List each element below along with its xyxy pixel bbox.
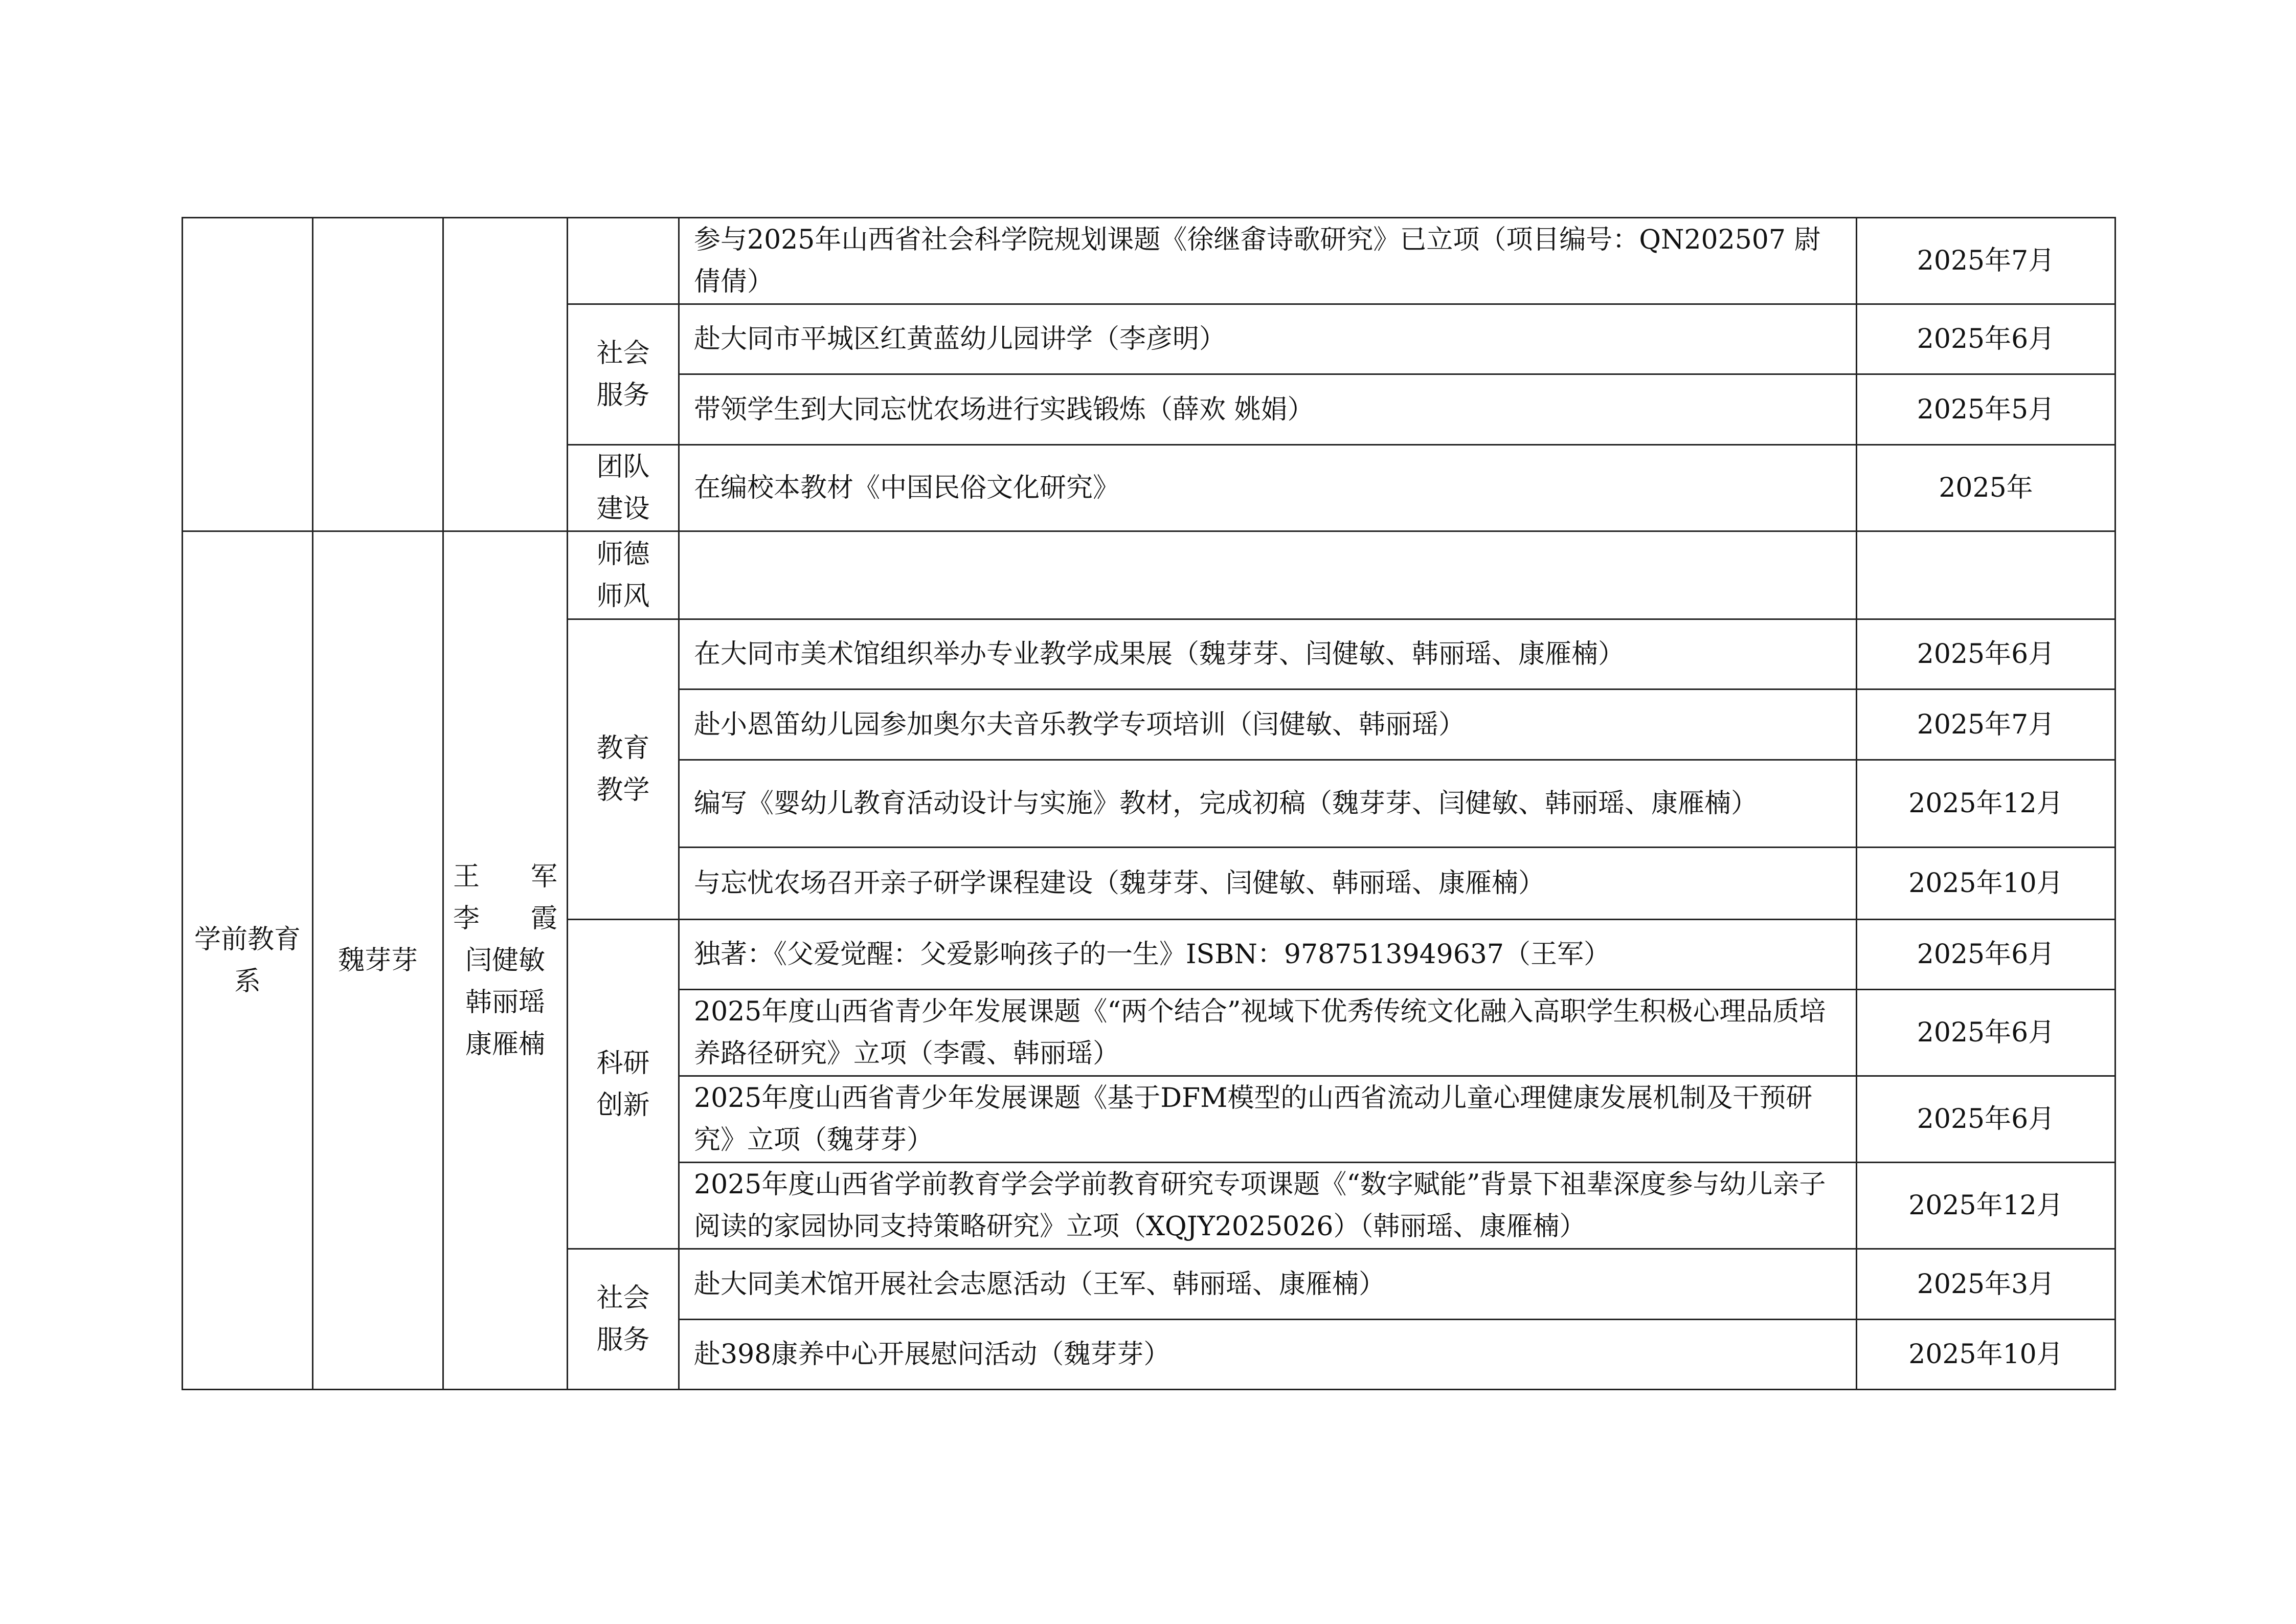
category-cell xyxy=(568,920,679,1249)
category-cell xyxy=(568,619,679,920)
item-date: 2025年6月 xyxy=(1857,920,2115,990)
item-text: 编写《婴幼儿教育活动设计与实施》教材，完成初稿（魏芽芽、闫健敏、韩丽瑶、康雁楠） xyxy=(679,760,1857,848)
members-cell xyxy=(443,218,568,531)
category-cell xyxy=(568,531,679,619)
item-text: 在大同市美术馆组织举办专业教学成果展（魏芽芽、闫健敏、韩丽瑶、康雁楠） xyxy=(679,619,1857,689)
item-text: 赴大同市平城区红黄蓝幼儿园讲学（李彦明） xyxy=(679,304,1857,374)
category-label: 社会服务 xyxy=(596,338,650,411)
item-text: 与忘忧农场召开亲子研学课程建设（魏芽芽、闫健敏、韩丽瑶、康雁楠） xyxy=(679,848,1857,920)
member-name xyxy=(449,898,561,940)
member-name-part: 李 xyxy=(453,903,480,934)
leader-cell xyxy=(313,218,443,531)
item-text: 赴大同美术馆开展社会志愿活动（王军、韩丽瑶、康雁楠） xyxy=(679,1249,1857,1320)
item-text: 独著：《父爱觉醒：父爱影响孩子的一生》ISBN：9787513949637（王军） xyxy=(679,920,1857,990)
leader-cell: 魏芽芽 xyxy=(313,531,443,1390)
category-label: 社会服务 xyxy=(596,1283,650,1355)
member-name xyxy=(449,856,561,898)
item-date: 2025年5月 xyxy=(1857,374,2115,445)
member-name-part: 王 xyxy=(453,861,480,892)
item-text: 参与2025年山西省社会科学院规划课题《徐继畬诗歌研究》已立项（项目编号：QN202507 尉倩倩） xyxy=(679,218,1857,304)
member-name-part: 韩丽瑶 xyxy=(465,987,545,1018)
item-text xyxy=(679,531,1857,619)
category-label: 师德师风 xyxy=(596,539,650,612)
item-text: 赴小恩笛幼儿园参加奥尔夫音乐教学专项培训（闫健敏、韩丽瑶） xyxy=(679,689,1857,760)
item-date: 2025年3月 xyxy=(1857,1249,2115,1320)
category-label: 教育教学 xyxy=(596,733,650,806)
member-name-part: 霞 xyxy=(530,903,557,934)
member-name-part: 康雁楠 xyxy=(465,1029,545,1060)
item-date xyxy=(1857,531,2115,619)
member-name-part: 闫健敏 xyxy=(465,945,545,976)
department-cell xyxy=(183,218,313,531)
member-name xyxy=(449,1024,561,1065)
members-cell xyxy=(443,531,568,1390)
item-date: 2025年10月 xyxy=(1857,1320,2115,1390)
category-cell xyxy=(568,1249,679,1390)
item-date: 2025年12月 xyxy=(1857,1163,2115,1249)
department-cell: 学前教育系 xyxy=(183,531,313,1390)
item-date: 2025年7月 xyxy=(1857,689,2115,760)
item-date: 2025年6月 xyxy=(1857,619,2115,689)
item-date: 2025年 xyxy=(1857,445,2115,531)
category-label: 团队建设 xyxy=(596,452,650,524)
category-cell xyxy=(568,218,679,304)
table-row xyxy=(183,531,2115,619)
table-row xyxy=(183,218,2115,304)
item-date: 2025年7月 xyxy=(1857,218,2115,304)
category-cell xyxy=(568,445,679,531)
category-label: 科研创新 xyxy=(596,1048,650,1121)
work-summary-table xyxy=(182,217,2116,1390)
item-date: 2025年6月 xyxy=(1857,1076,2115,1163)
item-date: 2025年12月 xyxy=(1857,760,2115,848)
item-date: 2025年6月 xyxy=(1857,304,2115,374)
category-cell xyxy=(568,304,679,445)
member-name xyxy=(449,940,561,982)
item-text: 2025年度山西省学前教育学会学前教育研究专项课题《“数字赋能”背景下祖辈深度参与幼儿亲子阅读的家园协同支持策略研究》立项（XQJY2025026）（韩丽瑶、康雁楠） xyxy=(679,1163,1857,1249)
item-text: 2025年度山西省青少年发展课题《“两个结合”视域下优秀传统文化融入高职学生积极心理品质培养路径研究》立项（李霞、韩丽瑶） xyxy=(679,990,1857,1076)
item-text: 带领学生到大同忘忧农场进行实践锻炼（薛欢 姚娟） xyxy=(679,374,1857,445)
member-name xyxy=(449,982,561,1024)
item-date: 2025年10月 xyxy=(1857,848,2115,920)
item-text: 在编校本教材《中国民俗文化研究》 xyxy=(679,445,1857,531)
item-text: 赴398康养中心开展慰问活动（魏芽芽） xyxy=(679,1320,1857,1390)
item-date: 2025年6月 xyxy=(1857,990,2115,1076)
member-name-part: 军 xyxy=(530,861,557,892)
item-text: 2025年度山西省青少年发展课题《基于DFM模型的山西省流动儿童心理健康发展机制及干预研究》立项（魏芽芽） xyxy=(679,1076,1857,1163)
